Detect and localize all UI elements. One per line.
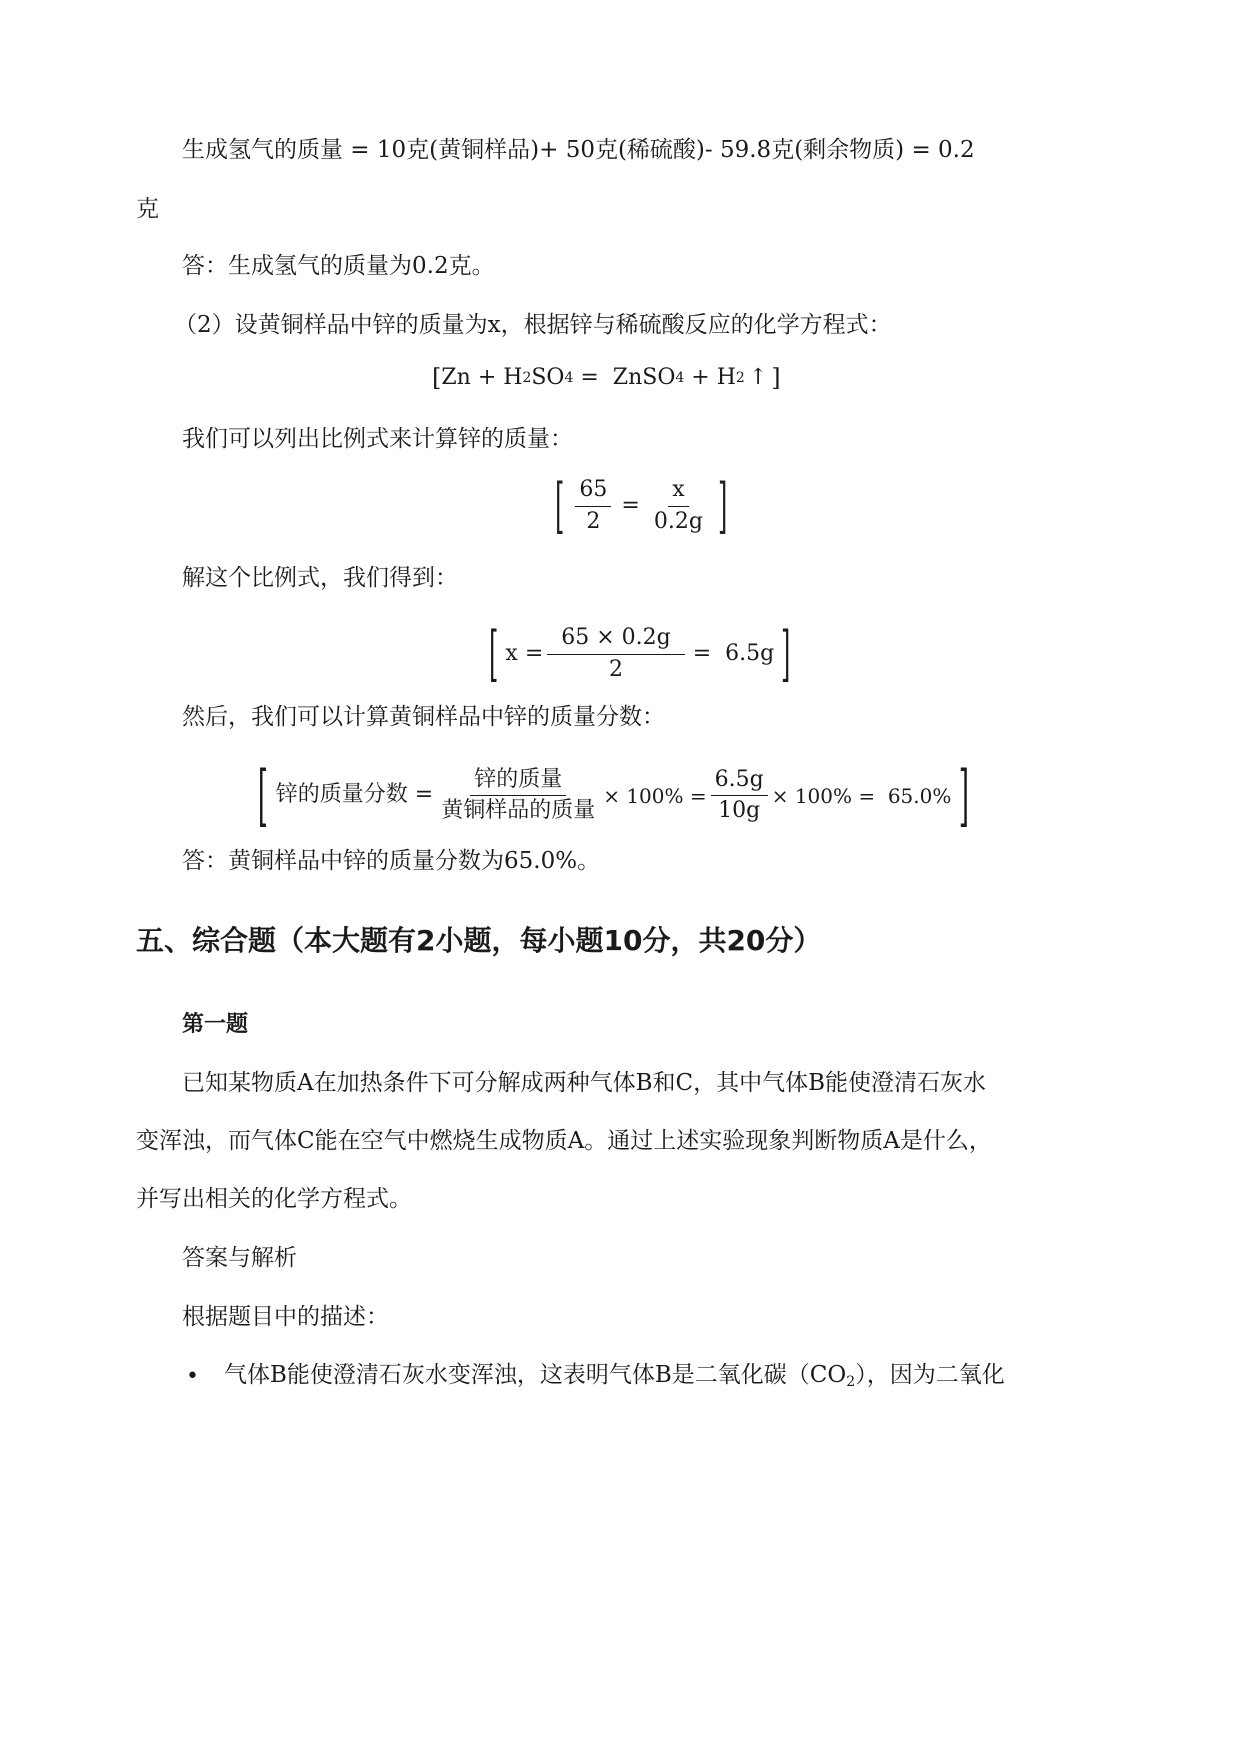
text-line-answer-1: 答：生成氢气的质量为0.2克。 bbox=[182, 253, 495, 279]
solve-x-equation bbox=[482, 618, 798, 690]
answer-intro: 根据题目中的描述： bbox=[182, 1304, 389, 1330]
fraction-x-over-02g bbox=[650, 477, 707, 535]
eq2-open-bracket: [ bbox=[555, 471, 565, 541]
eq2-den-1: 2 bbox=[586, 508, 601, 534]
eq1-plus-h: + H bbox=[684, 365, 736, 391]
eq4-den-2: 10g bbox=[718, 798, 761, 824]
question-subtitle: 第一题 bbox=[182, 1012, 249, 1037]
chemical-equation bbox=[432, 364, 781, 393]
section-title: 五、综合题（本大题有2小题，每小题10分，共20分） bbox=[136, 924, 822, 957]
eq1-sub-1: 2 bbox=[522, 370, 532, 386]
eq2-num-2: x bbox=[668, 477, 688, 506]
eq4-num-2: 6.5g bbox=[711, 767, 768, 796]
mass-fraction-equation bbox=[250, 756, 977, 835]
eq1-close-bracket: ] bbox=[771, 364, 781, 392]
text-line-hydrogen-mass: 生成氢气的质量 = 10克(黄铜样品)+ 50克(稀硫酸)- 59.8克(剩余物质) = 0.2 bbox=[182, 137, 975, 163]
text-line-part-2: （2）设黄铜样品中锌的质量为x，根据锌与稀硫酸反应的化学方程式： bbox=[174, 312, 892, 338]
bullet-text-pre: 气体B能使澄清石灰水变浑浊，这表明气体B是二氧化碳（CO bbox=[224, 1362, 847, 1388]
eq4-open-bracket: [ bbox=[257, 757, 269, 834]
fraction-zinc-over-brass bbox=[437, 767, 599, 825]
eq1-sub-2: 4 bbox=[564, 370, 574, 386]
fraction-65g-over-10g bbox=[711, 767, 768, 825]
eq3-close-bracket: ] bbox=[781, 619, 791, 689]
eq3-open-bracket: [ bbox=[489, 619, 499, 689]
eq2-den-2: 0.2g bbox=[653, 508, 703, 534]
text-line-unit-gram: 克 bbox=[136, 196, 159, 222]
fraction-solve-x bbox=[547, 625, 684, 683]
answer-heading: 答案与解析 bbox=[182, 1245, 297, 1271]
bullet-text-post: ），因为二氧化 bbox=[855, 1362, 1005, 1388]
eq1-sub-3: 4 bbox=[675, 370, 685, 386]
eq4-num-1: 锌的质量 bbox=[470, 767, 566, 796]
text-line-solve-intro: 解这个比例式，我们得到： bbox=[182, 565, 458, 591]
eq2-close-bracket: ] bbox=[717, 471, 728, 541]
eq1-sub-4: 2 bbox=[735, 370, 745, 386]
eq3-num: 65 × 0.2g bbox=[547, 625, 684, 654]
bullet-icon: • bbox=[186, 1364, 199, 1389]
eq1-open-bracket: [ bbox=[432, 364, 442, 392]
eq1-so4: SO bbox=[531, 365, 565, 391]
eq4-mid: × 100% = bbox=[603, 783, 707, 808]
question-line-3: 并写出相关的化学方程式。 bbox=[136, 1186, 412, 1212]
text-line-fraction-intro: 然后，我们可以计算黄铜样品中锌的质量分数： bbox=[182, 704, 665, 730]
bullet-subscript: 2 bbox=[846, 1374, 856, 1390]
eq2-equals: = bbox=[621, 492, 640, 518]
bullet-item-gas-b bbox=[224, 1362, 1005, 1391]
up-arrow-icon: ↑ bbox=[748, 365, 768, 391]
question-line-2: 变浑浊，而气体C能在空气中燃烧生成物质A。通过上述实验现象判断物质A是什么， bbox=[136, 1128, 992, 1154]
eq2-num-1: 65 bbox=[575, 477, 611, 506]
eq3-den: 2 bbox=[609, 656, 623, 682]
proportion-equation bbox=[548, 471, 734, 541]
question-line-1: 已知某物质A在加热条件下可分解成两种气体B和C，其中气体B能使澄清石灰水 bbox=[182, 1070, 987, 1096]
eq4-den-1: 黄铜样品的质量 bbox=[441, 798, 596, 824]
eq1-znso4: = ZnSO bbox=[573, 365, 676, 391]
eq1-zn-h: Zn + H bbox=[441, 365, 523, 391]
eq4-close-bracket: ] bbox=[959, 757, 970, 834]
eq4-rhs: × 100% = 65.0% bbox=[771, 783, 952, 808]
eq4-lhs: 锌的质量分数 = bbox=[275, 782, 434, 808]
eq3-lhs: x = bbox=[505, 640, 544, 666]
text-line-answer-2: 答：黄铜样品中锌的质量分数为65.0%。 bbox=[182, 848, 601, 874]
eq3-rhs: = 6.5g bbox=[692, 640, 775, 666]
fraction-65-over-2 bbox=[575, 477, 611, 535]
text-line-ratio-intro: 我们可以列出比例式来计算锌的质量： bbox=[182, 426, 573, 452]
